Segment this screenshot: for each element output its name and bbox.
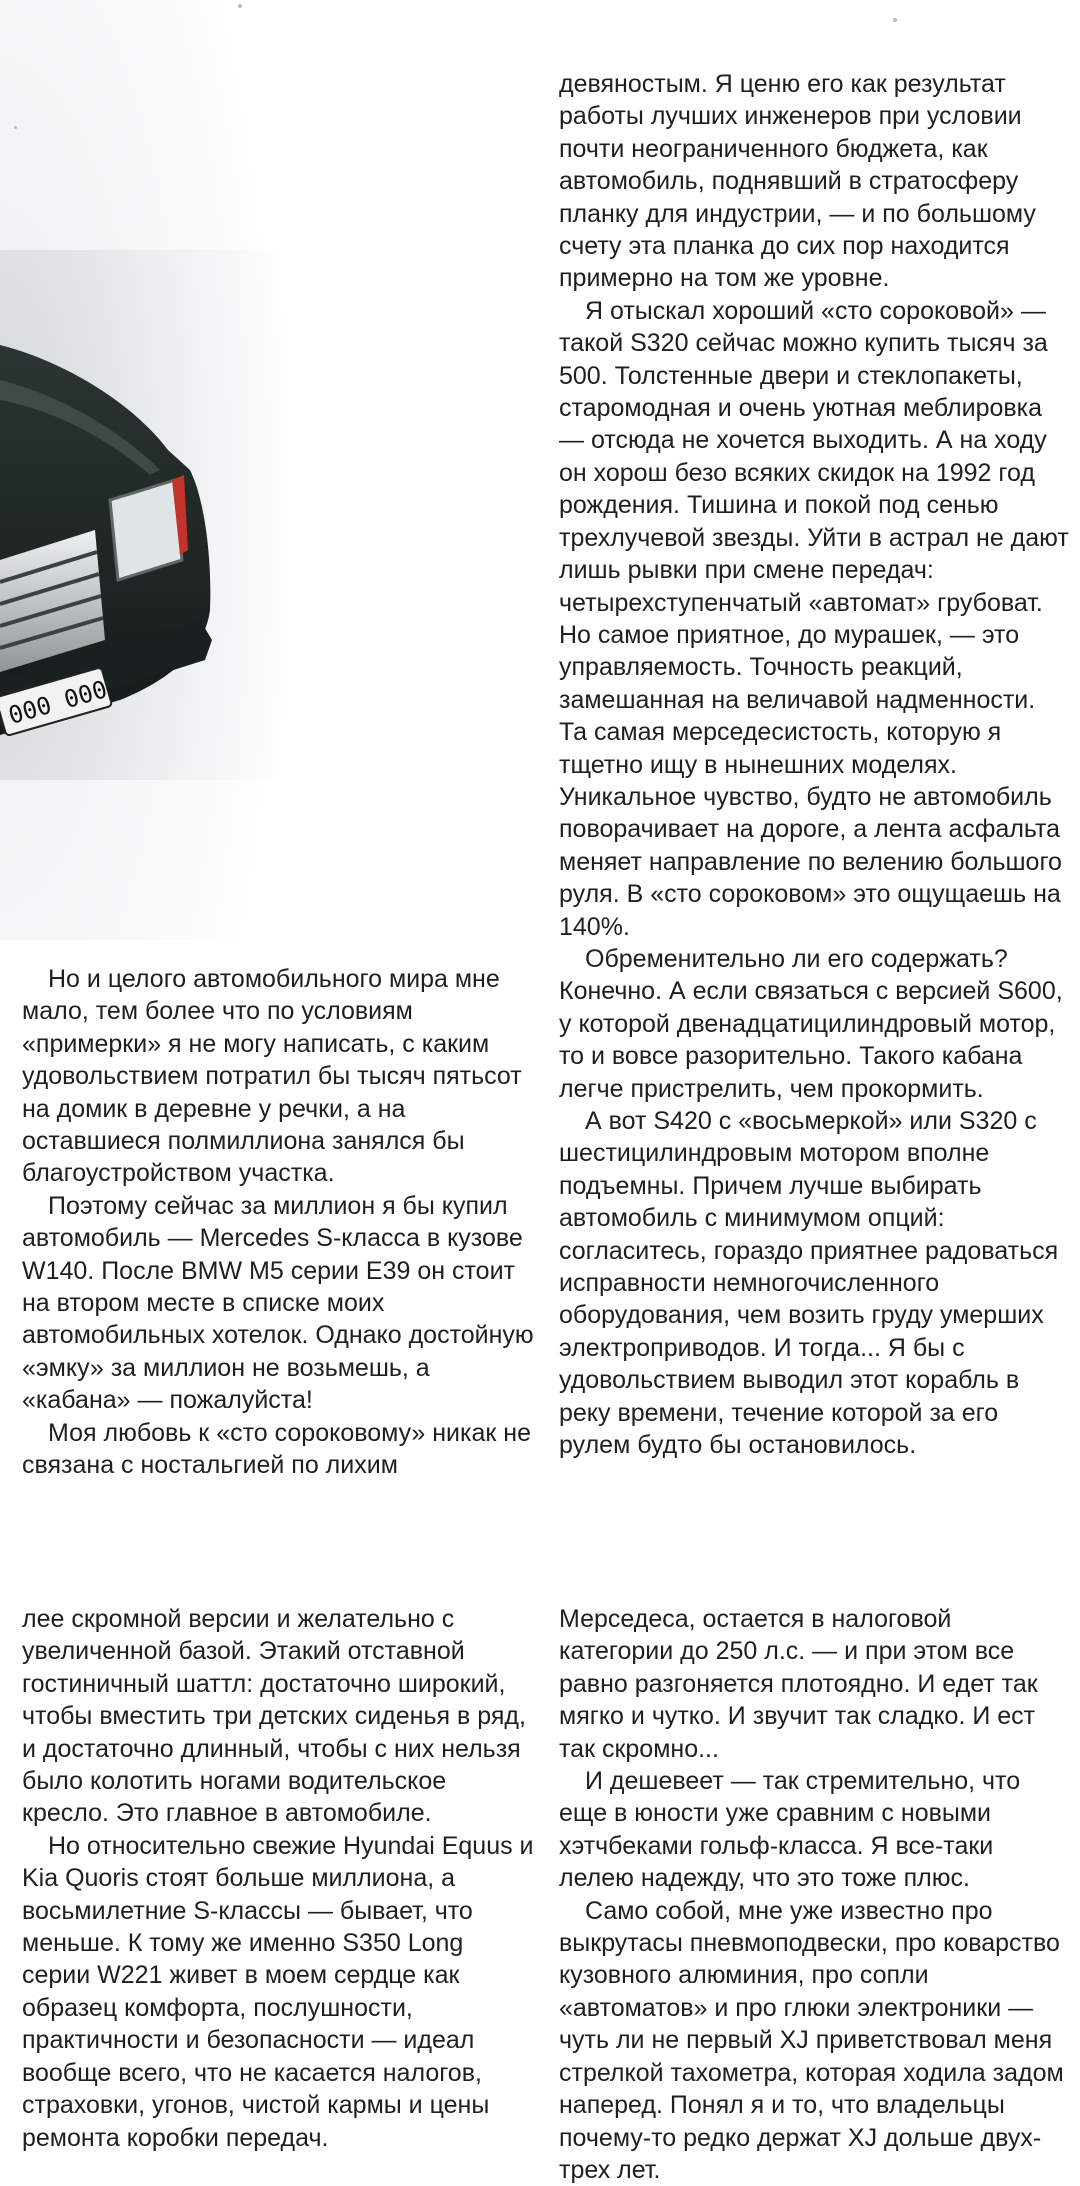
car-photo	[0, 0, 300, 940]
paragraph: Моя любовь к «сто сороковому» никак не связана с ностальгией по лихим	[22, 1418, 531, 1480]
paragraph: Но и целого автомобильного мира мне мало, тем более что по условиям «примерки» я не могу написать, с каким удовольствием потратил бы тысяч пятьсот на домик в деревне у речки, а на оставшиеся полмиллиона занялся бы благоустройством участка.	[22, 965, 522, 1188]
paragraph: Поэтому сейчас за миллион я бы купил автомобиль — Mercedes S-класса в кузове W140. После BMW M5 серии E39 он стоит на втором месте в списке моих автомобильных хотелок. Однако достойную «эмку» за миллион не возьмешь, а «кабана» — пожалуйста!	[22, 1191, 534, 1415]
paragraph: Обременительно ли его содержать? Конечно. А если связаться с версией S600, у которой двенадцатицилиндровый мотор, то и вовсе разорительно. Такого кабана легче пристрелить, чем прокормить.	[559, 944, 1063, 1103]
paragraph: А вот S420 с «восьмеркой» или S320 с шестицилиндровым мотором вполне подъемны. Причем лучше выбирать автомобиль с минимумом опций: согласитесь, гораздо приятнее радоваться исправности немногочисленного оборудования, чем возить груду умерших электроприводов. И тогда... Я бы с удовольствием выводил этот корабль в реку времени, течение которой за его рулем будто бы остановилось.	[559, 1107, 1059, 1460]
article-column-bottom-right	[559, 1603, 1069, 2186]
paragraph: Но относительно свежие Hyundai Equus и Kia Quoris стоят больше миллиона, а восьмилетние S-классы — бывает, что меньше. К тому же именно S350 Long серии W221 живет в моем сердце как образец комфорта, послушности, практичности и безопасности — идеал вообще всего, что не касается налогов, страховки, угонов, чистой кармы и цены ремонта коробки передач.	[22, 1831, 534, 2152]
car-photo-illustration	[0, 0, 300, 940]
speck	[14, 126, 17, 129]
paragraph: Мерседеса, остается в налоговой категории до 250 л.с. — и при этом все равно разгоняется плотоядно. И едет так мягко и чутко. И звучит так сладко. И ест так скромно...	[559, 1605, 1038, 1763]
speck	[893, 18, 897, 22]
paragraph: Я отыскал хороший «сто сороковой» — такой S320 сейчас можно купить тысяч за 500. Толстенные двери и стеклопакеты, старомодная и очень уютная меблировка — отсюда не хочется выходить. А на ходу он хорош безо всяких скидок на 1992 год рождения. Тишина и покой под сенью трехлучевой звезды. Уйти в астрал не дают лишь рывки при смене передач: четырехступенчатый «автомат» грубоват. Но самое приятное, до мурашек, — это управляемость. Точность реакций, замешанная на величавой надменности. Та самая мерседесистость, которую я тщетно ищу в нынешних моделях. Уникальное чувство, будто не автомобиль поворачивает на дороге, а лента асфальта меняет направление по велению большого руля. В «сто сороковом» это ощущаешь на 140%.	[559, 296, 1069, 941]
paragraph: Само собой, мне уже известно про выкрутасы пневмоподвески, про коварство кузовного алюминия, про сопли «автоматов» и про глюки электроники — чуть ли не первый XJ приветствовал меня стрелкой тахометра, которая ходила задом наперед. Понял я и то, что владельцы почему-то редко держат XJ дольше двух-трех лет.	[559, 1896, 1064, 2184]
article-column-bottom-left	[22, 1603, 534, 2154]
article-column-top-right	[559, 68, 1069, 1461]
license-plate-text: 000 000	[5, 675, 111, 730]
paragraph: девяностым. Я ценю его как результат работы лучших инженеров при условии почти неограниченного бюджета, как автомобиль, поднявший в стратосферу планку для индустрии, — и по большому счету эта планка до сих пор находится примерно на том же уровне.	[559, 70, 1036, 293]
speck	[238, 4, 242, 8]
paragraph: лее скромной версии и желательно с увеличенной базой. Этакий отставной гостиничный шаттл: достаточно широкий, чтобы вместить три детских сиденья в ряд, и достаточно длинный, чтобы с них нельзя было колотить ногами водительское кресло. Это главное в автомобиле.	[22, 1605, 526, 1828]
paragraph: И дешевеет — так стремительно, что еще в юности уже сравним с новыми хэтчбеками гольф-класса. Я все-таки лелею надежду, что это тоже плюс.	[559, 1767, 1021, 1893]
article-column-top-left	[22, 963, 534, 1482]
